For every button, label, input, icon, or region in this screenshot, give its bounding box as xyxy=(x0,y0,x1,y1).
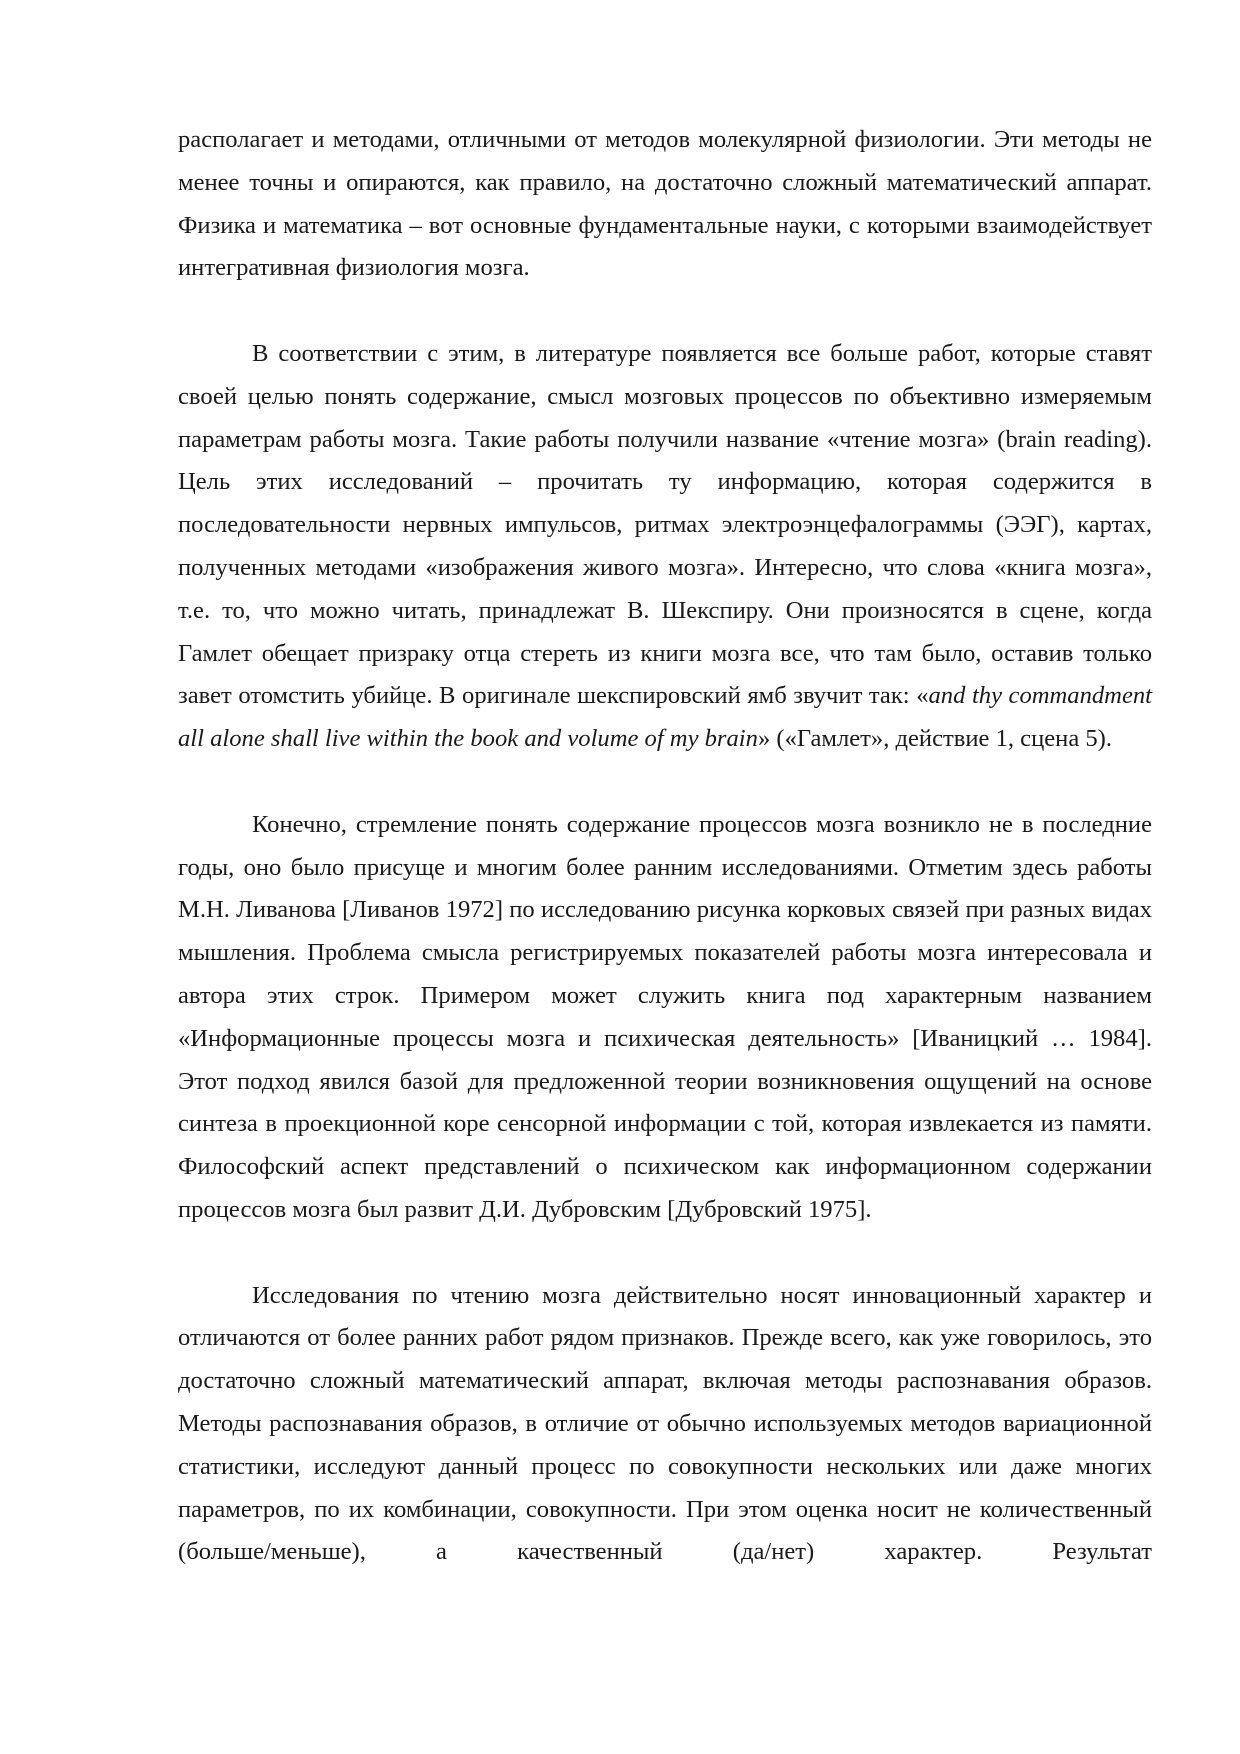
paragraph-2 xyxy=(178,333,1152,761)
paragraph-4: Исследования по чтению мозга действительно носят инновационный характер и отличаются от более ранних работ рядом признаков. Прежде всего, как уже говорилось, это достаточно сложный математический аппарат, включая методы распознавания образов. Методы распознавания образов, в отличие от обычно используемых методов вариационной статистики, исследуют данный процесс по совокупности нескольких или даже многих параметров, по их комбинации, совокупности. При этом оценка носит не количественный (больше/меньше), а качественный (да/нет) характер. Результат xyxy=(178,1281,1152,1566)
paragraph-2-tail: » («Гамлет», действие 1, сцена 5). xyxy=(757,725,1113,753)
paragraph-1: располагает и методами, отличными от методов молекулярной физиологии. Эти методы не менее точны и опираются, как правило, на достаточно сложный математический аппарат. Физика и математика – вот основные фундаментальные науки, с которыми взаимодействует интегративная физиология мозга. xyxy=(178,126,1152,282)
paragraph-3: Конечно, стремление понять содержание процессов мозга возникло не в последние годы, оно было присуще и многим более ранним исследованиями. Отметим здесь работы М.Н. Ливанова [Ливанов 1972] по исследованию рисунка корковых связей при разных видах мышления. Проблема смысла регистрируемых показателей работы мозга интересовала и автора этих строк. Примером может служить книга под характерным названием «Информационные процессы мозга и психическая деятельность» [Иваницкий … 1984]. Этот подход явился базой для предложенной теории возникновения ощущений на основе синтеза в проекционной коре сенсорной информации с той, которая извлекается из памяти. Философский аспект представлений о психическом как информационном содержании процессов мозга был развит Д.И. Дубровским [Дубровский 1975]. xyxy=(178,810,1152,1223)
hamlet-quote: and thy commandment all alone shall live within the book and volume of my brain xyxy=(178,682,1152,753)
page-body xyxy=(178,119,1152,1574)
paragraph-2-text: В соответствии с этим, в литературе появляется все больше работ, которые ставят своей целью понять содержание, смысл мозговых процессов по объективно измеряемым параметрам работы мозга. Такие работы получили название «чтение мозга» (brain reading). Цель этих исследований – прочитать ту информацию, которая содержится в последовательности нервных импульсов, ритмах электроэнцефалограммы (ЭЭГ), картах, полученных методами «изображения живого мозга». Интересно, что слова «книга мозга», т.е. то, что можно читать, принадлежат В. Шекспиру. Они произносятся в сцене, когда Гамлет обещает призраку отца стереть из книги мозга все, что там было, оставив только завет отомстить убийце. В оригинале шекспировский ямб звучит так: « xyxy=(178,339,1152,710)
